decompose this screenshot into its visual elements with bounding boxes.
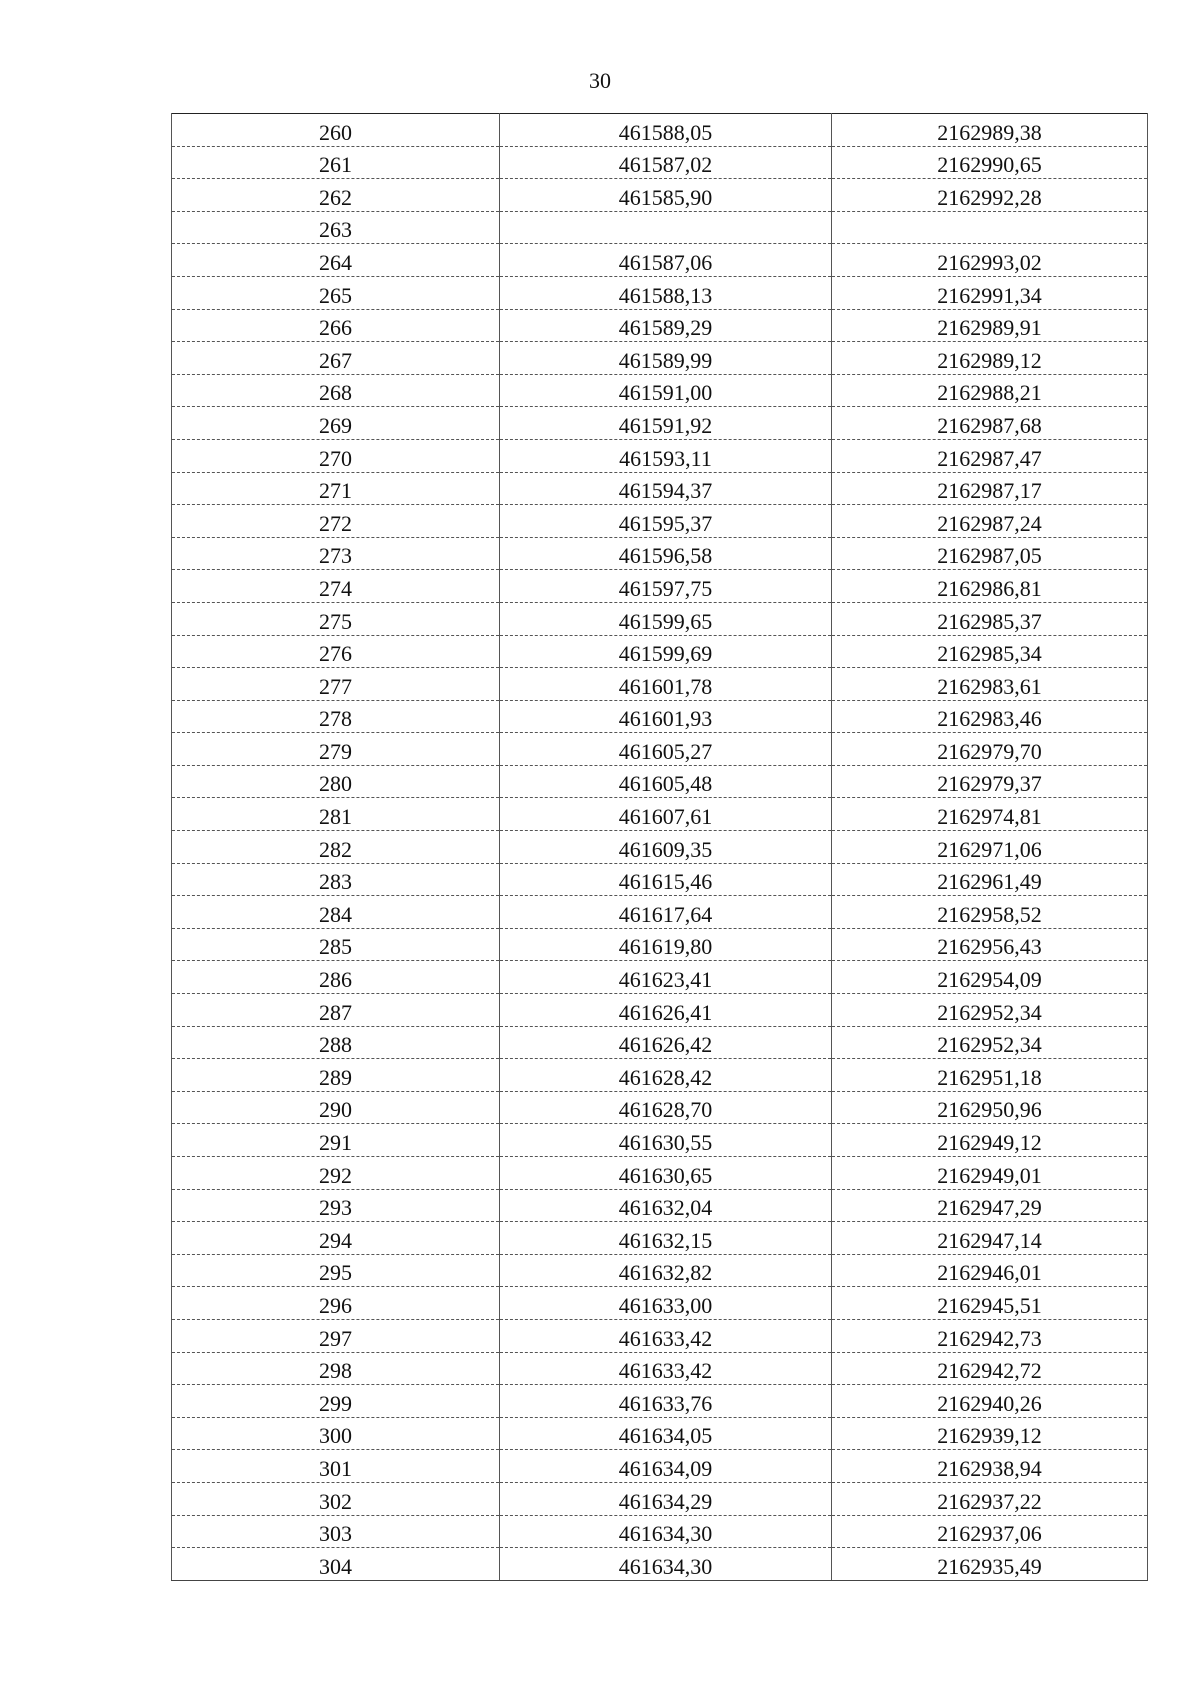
y-coordinate-cell: 2162942,73 [832,1319,1148,1352]
table-row [172,668,1148,701]
table-row [172,276,1148,309]
y-coordinate-cell: 2162947,29 [832,1189,1148,1222]
table-row [172,961,1148,994]
x-coordinate-cell: 461591,92 [500,407,832,440]
x-coordinate-cell: 461597,75 [500,570,832,603]
table-row [172,537,1148,570]
point-number-cell: 288 [172,1026,500,1059]
x-coordinate-cell: 461587,02 [500,146,832,179]
x-coordinate-cell: 461623,41 [500,961,832,994]
y-coordinate-cell: 2162987,05 [832,537,1148,570]
table-row [172,798,1148,831]
point-number-cell: 303 [172,1515,500,1548]
page-number: 30 [589,68,611,93]
point-number-cell: 264 [172,244,500,277]
coordinates-table [171,113,1148,1581]
x-coordinate-cell: 461599,69 [500,635,832,668]
point-number-cell: 304 [172,1548,500,1581]
point-number-cell: 282 [172,831,500,864]
table-row [172,1254,1148,1287]
y-coordinate-cell: 2162939,12 [832,1417,1148,1450]
x-coordinate-cell: 461593,11 [500,439,832,472]
x-coordinate-cell: 461594,37 [500,472,832,505]
x-coordinate-cell: 461628,42 [500,1059,832,1092]
y-coordinate-cell: 2162985,37 [832,602,1148,635]
x-coordinate-cell: 461601,93 [500,700,832,733]
table-row [172,635,1148,668]
y-coordinate-cell: 2162961,49 [832,863,1148,896]
point-number-cell: 270 [172,439,500,472]
point-number-cell: 265 [172,276,500,309]
table-row [172,570,1148,603]
point-number-cell: 293 [172,1189,500,1222]
y-coordinate-cell: 2162971,06 [832,831,1148,864]
point-number-cell: 287 [172,994,500,1027]
point-number-cell: 298 [172,1352,500,1385]
x-coordinate-cell: 461609,35 [500,831,832,864]
y-coordinate-cell: 2162989,91 [832,309,1148,342]
x-coordinate-cell: 461607,61 [500,798,832,831]
point-number-cell: 290 [172,1091,500,1124]
point-number-cell: 267 [172,342,500,375]
table-row [172,928,1148,961]
x-coordinate-cell: 461634,30 [500,1515,832,1548]
y-coordinate-cell: 2162958,52 [832,896,1148,929]
point-number-cell: 284 [172,896,500,929]
point-number-cell: 286 [172,961,500,994]
table-row [172,1157,1148,1190]
table-row [172,896,1148,929]
table-row [172,831,1148,864]
x-coordinate-cell: 461588,13 [500,276,832,309]
coordinates-table-body [172,114,1148,1581]
point-number-cell: 277 [172,668,500,701]
y-coordinate-cell: 2162952,34 [832,1026,1148,1059]
table-row [172,1091,1148,1124]
point-number-cell: 300 [172,1417,500,1450]
x-coordinate-cell: 461634,05 [500,1417,832,1450]
y-coordinate-cell: 2162937,06 [832,1515,1148,1548]
x-coordinate-cell: 461626,41 [500,994,832,1027]
y-coordinate-cell: 2162935,49 [832,1548,1148,1581]
table-row [172,1515,1148,1548]
y-coordinate-cell: 2162979,37 [832,765,1148,798]
x-coordinate-cell: 461591,00 [500,374,832,407]
y-coordinate-cell: 2162937,22 [832,1482,1148,1515]
table-row [172,407,1148,440]
table-row [172,733,1148,766]
table-row [172,114,1148,147]
point-number-cell: 273 [172,537,500,570]
table-row [172,374,1148,407]
y-coordinate-cell: 2162987,17 [832,472,1148,505]
x-coordinate-cell: 461634,29 [500,1482,832,1515]
x-coordinate-cell: 461589,29 [500,309,832,342]
point-number-cell: 296 [172,1287,500,1320]
x-coordinate-cell: 461633,76 [500,1385,832,1418]
y-coordinate-cell: 2162987,24 [832,505,1148,538]
x-coordinate-cell: 461599,65 [500,602,832,635]
point-number-cell: 274 [172,570,500,603]
y-coordinate-cell: 2162938,94 [832,1450,1148,1483]
x-coordinate-cell: 461587,06 [500,244,832,277]
point-number-cell: 292 [172,1157,500,1190]
y-coordinate-cell: 2162940,26 [832,1385,1148,1418]
y-coordinate-cell: 2162952,34 [832,994,1148,1027]
point-number-cell: 262 [172,179,500,212]
y-coordinate-cell: 2162989,38 [832,114,1148,147]
y-coordinate-cell: 2162947,14 [832,1222,1148,1255]
table-row [172,1222,1148,1255]
x-coordinate-cell: 461632,15 [500,1222,832,1255]
y-coordinate-cell [832,211,1148,244]
x-coordinate-cell: 461605,27 [500,733,832,766]
x-coordinate-cell: 461619,80 [500,928,832,961]
point-number-cell: 278 [172,700,500,733]
table-row [172,765,1148,798]
y-coordinate-cell: 2162991,34 [832,276,1148,309]
table-row [172,1482,1148,1515]
point-number-cell: 279 [172,733,500,766]
y-coordinate-cell: 2162974,81 [832,798,1148,831]
point-number-cell: 280 [172,765,500,798]
y-coordinate-cell: 2162979,70 [832,733,1148,766]
x-coordinate-cell: 461630,65 [500,1157,832,1190]
x-coordinate-cell [500,211,832,244]
y-coordinate-cell: 2162985,34 [832,635,1148,668]
y-coordinate-cell: 2162942,72 [832,1352,1148,1385]
table-row [172,994,1148,1027]
x-coordinate-cell: 461589,99 [500,342,832,375]
table-row [172,211,1148,244]
x-coordinate-cell: 461596,58 [500,537,832,570]
y-coordinate-cell: 2162949,01 [832,1157,1148,1190]
y-coordinate-cell: 2162951,18 [832,1059,1148,1092]
y-coordinate-cell: 2162983,46 [832,700,1148,733]
x-coordinate-cell: 461588,05 [500,114,832,147]
point-number-cell: 301 [172,1450,500,1483]
y-coordinate-cell: 2162987,47 [832,439,1148,472]
y-coordinate-cell: 2162950,96 [832,1091,1148,1124]
y-coordinate-cell: 2162989,12 [832,342,1148,375]
y-coordinate-cell: 2162949,12 [832,1124,1148,1157]
table-row [172,1026,1148,1059]
point-number-cell: 289 [172,1059,500,1092]
table-row [172,1450,1148,1483]
y-coordinate-cell: 2162956,43 [832,928,1148,961]
table-row [172,505,1148,538]
point-number-cell: 276 [172,635,500,668]
point-number-cell: 263 [172,211,500,244]
x-coordinate-cell: 461595,37 [500,505,832,538]
point-number-cell: 302 [172,1482,500,1515]
point-number-cell: 275 [172,602,500,635]
table-row [172,1417,1148,1450]
point-number-cell: 294 [172,1222,500,1255]
point-number-cell: 261 [172,146,500,179]
x-coordinate-cell: 461617,64 [500,896,832,929]
table-row [172,1548,1148,1581]
y-coordinate-cell: 2162988,21 [832,374,1148,407]
y-coordinate-cell: 2162993,02 [832,244,1148,277]
point-number-cell: 260 [172,114,500,147]
x-coordinate-cell: 461626,42 [500,1026,832,1059]
table-row [172,700,1148,733]
x-coordinate-cell: 461632,82 [500,1254,832,1287]
point-number-cell: 269 [172,407,500,440]
table-row [172,146,1148,179]
point-number-cell: 285 [172,928,500,961]
point-number-cell: 295 [172,1254,500,1287]
table-row [172,342,1148,375]
x-coordinate-cell: 461634,30 [500,1548,832,1581]
y-coordinate-cell: 2162990,65 [832,146,1148,179]
table-row [172,1352,1148,1385]
point-number-cell: 271 [172,472,500,505]
table-row [172,472,1148,505]
x-coordinate-cell: 461605,48 [500,765,832,798]
table-row [172,1319,1148,1352]
table-row [172,1287,1148,1320]
y-coordinate-cell: 2162987,68 [832,407,1148,440]
x-coordinate-cell: 461633,42 [500,1352,832,1385]
x-coordinate-cell: 461633,42 [500,1319,832,1352]
point-number-cell: 281 [172,798,500,831]
x-coordinate-cell: 461585,90 [500,179,832,212]
table-row [172,1124,1148,1157]
table-row [172,1059,1148,1092]
table-row [172,179,1148,212]
table-row [172,244,1148,277]
table-row [172,1385,1148,1418]
table-row [172,309,1148,342]
point-number-cell: 291 [172,1124,500,1157]
x-coordinate-cell: 461615,46 [500,863,832,896]
x-coordinate-cell: 461633,00 [500,1287,832,1320]
x-coordinate-cell: 461634,09 [500,1450,832,1483]
point-number-cell: 266 [172,309,500,342]
y-coordinate-cell: 2162983,61 [832,668,1148,701]
y-coordinate-cell: 2162954,09 [832,961,1148,994]
x-coordinate-cell: 461628,70 [500,1091,832,1124]
table-row [172,1189,1148,1222]
y-coordinate-cell: 2162945,51 [832,1287,1148,1320]
y-coordinate-cell: 2162992,28 [832,179,1148,212]
x-coordinate-cell: 461632,04 [500,1189,832,1222]
y-coordinate-cell: 2162986,81 [832,570,1148,603]
point-number-cell: 299 [172,1385,500,1418]
x-coordinate-cell: 461601,78 [500,668,832,701]
point-number-cell: 283 [172,863,500,896]
table-row [172,863,1148,896]
point-number-cell: 297 [172,1319,500,1352]
x-coordinate-cell: 461630,55 [500,1124,832,1157]
table-row [172,602,1148,635]
point-number-cell: 272 [172,505,500,538]
y-coordinate-cell: 2162946,01 [832,1254,1148,1287]
point-number-cell: 268 [172,374,500,407]
table-row [172,439,1148,472]
